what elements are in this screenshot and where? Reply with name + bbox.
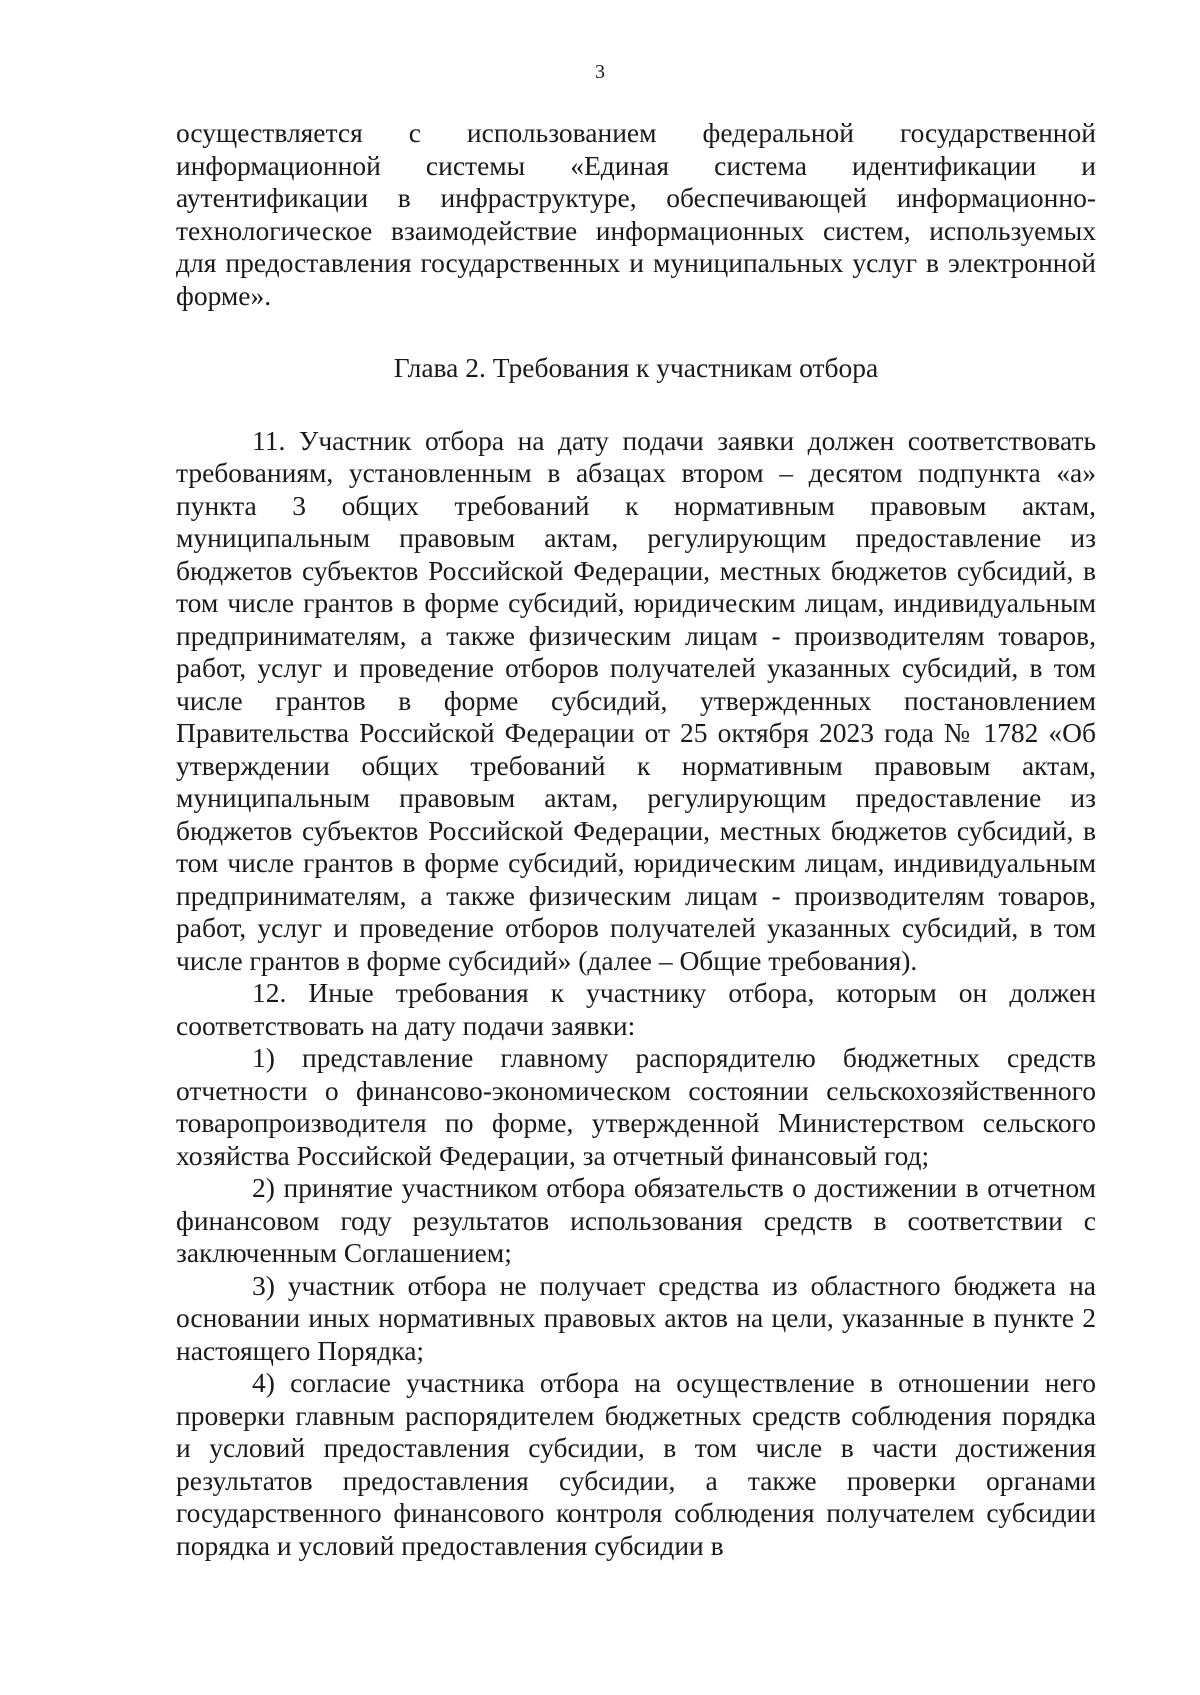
page-number: 3	[595, 61, 605, 83]
paragraph-11: 11. Участник отбора на дату подачи заявки должен соответствовать требованиям, установленным в абзацах втором – десятом подпункта «а» пункта 3 общих требований к нормативным правовым актам, муниципальным правовым актам, регулирующим предоставление из бюджетов субъектов Российской Федерации, местных бюджетов субсидий, в том числе грантов в форме субсидий, юридическим лицам, индивидуальным предпринимателям, а также физическим лицам - производителям товаров, работ, услуг и проведение отборов получателей указанных субсидий, в том числе грантов в форме субсидий, утвержденных постановлением Правительства Российской Федерации от 25 октября 2023 года № 1782 «Об утверждении общих требований к нормативным правовым актам, муниципальным правовым актам, регулирующим предоставление из бюджетов субъектов Российской Федерации, местных бюджетов субсидий, в том числе грантов в форме субсидий, юридическим лицам, индивидуальным предпринимателям, а также физическим лицам - производителям товаров, работ, услуг и проведение отборов получателей указанных субсидий, в том числе грантов в форме субсидий» (далее – Общие требования).	[176, 424, 1096, 976]
document-body	[176, 117, 1096, 1562]
list-item-1: 1) представление главному распорядителю бюджетных средств отчетности о финансово-экономическом состоянии сельскохозяйственного товаропроизводителя по форме, утвержденной Министерством сельского хозяйства Российской Федерации, за отчетный финансовый год;	[176, 1042, 1096, 1171]
chapter-title: Глава 2. Требования к участникам отбора	[393, 352, 879, 383]
list-item-2: 2) принятие участником отбора обязательств о достижении в отчетном финансовом году результатов использования средств в соответствии с заключенным Соглашением;	[176, 1172, 1096, 1268]
list-item-3: 3) участник отбора не получает средства из областного бюджета на основании иных нормативных правовых актов на цели, указанные в пункте 2 настоящего Порядка;	[176, 1269, 1096, 1366]
list-item-4: 4) согласие участника отбора на осуществление в отношении него проверки главным распорядителем бюджетных средств соблюдения порядка и условий предоставления субсидии, в том числе в части достижения результатов предоставления субсидии, а также проверки органами государственного финансового контроля соблюдения получателем субсидии порядка и условий предоставления субсидии в	[176, 1367, 1096, 1561]
paragraph-12: 12. Иные требования к участнику отбора, которым он должен соответствовать на дату подачи заявки:	[176, 977, 1096, 1041]
intro-paragraph: осуществляется с использованием федеральной государственной информационной системы «Единая система идентификации и аутентификации в инфраструктуре, обеспечивающей информационно-технологическое взаимодействие информационных систем, используемых для предоставления государственных и муниципальных услуг в электронной форме».	[176, 117, 1096, 311]
